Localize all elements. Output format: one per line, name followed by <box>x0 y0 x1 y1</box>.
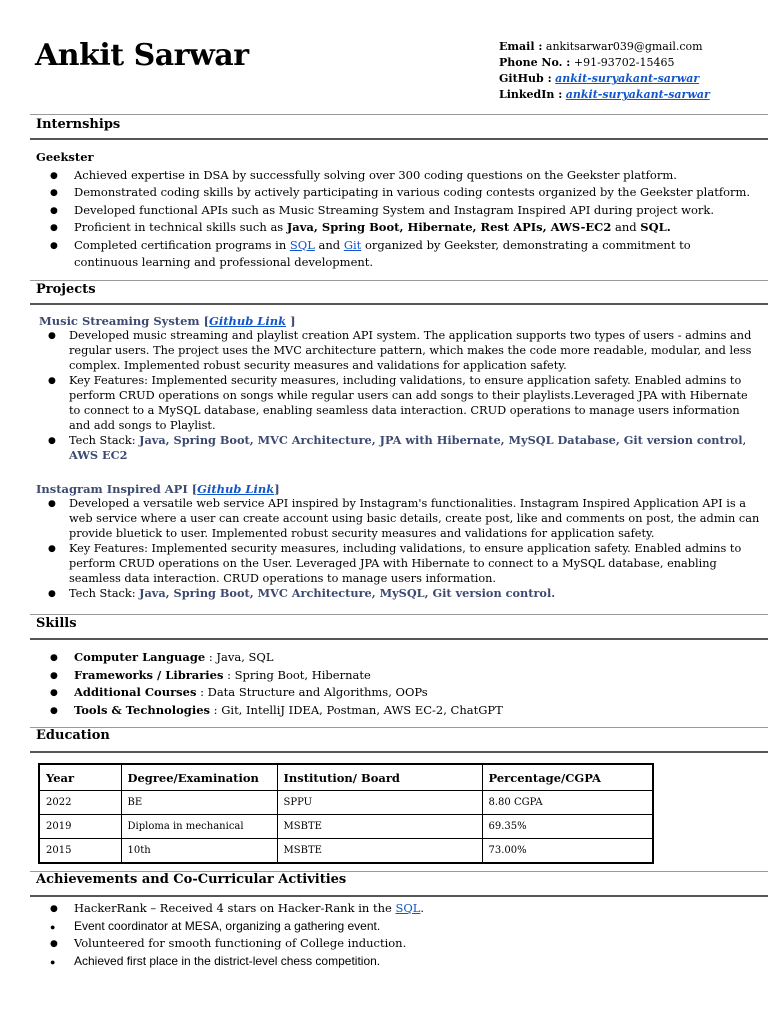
achievements-list <box>36 900 756 970</box>
table-row <box>39 839 653 864</box>
divider <box>30 751 768 753</box>
education-table <box>38 763 654 864</box>
divider <box>30 280 768 281</box>
list-item <box>36 328 760 373</box>
tech-stack: AWS EC2 <box>69 448 128 462</box>
divider <box>30 727 768 728</box>
github-label: GitHub : <box>499 72 552 85</box>
skill-label: Tools & Technologies <box>74 702 211 717</box>
list-item <box>36 649 756 667</box>
bullet-text: Volunteered for smooth functioning of College induction. <box>74 936 407 950</box>
hackerrank-sql-link[interactable]: SQL <box>395 901 421 915</box>
table-cell: 2022 <box>39 791 121 815</box>
table-cell: Diploma in mechanical <box>121 815 277 839</box>
list-item <box>36 373 760 433</box>
bullet-text: and <box>314 237 344 252</box>
section-title-education: Education <box>36 728 110 743</box>
divider <box>30 638 768 640</box>
skill-value: : Spring Boot, Hibernate <box>223 667 371 682</box>
git-cert-link[interactable]: Git <box>343 237 362 252</box>
separator: , <box>742 434 747 447</box>
skill-value: : Git, IntelliJ IDEA, Postman, AWS EC-2, ChatGPT <box>210 702 503 717</box>
skill-value: : Java, SQL <box>205 650 274 664</box>
section-title-internships: Internships <box>36 117 121 132</box>
company-name: Geekster <box>36 150 94 164</box>
bullet-text: Key Features: Implemented security measures, including validations, to ensure application safety. Enabled admins to perform CRUD operations on the User. Leveraged JPA with Hibernate to connect to a MySQL database, enabling seamless data interaction. CRUD operations to manage users information. <box>69 542 742 585</box>
table-cell: 2019 <box>39 815 121 839</box>
bullet-text: and <box>611 220 641 234</box>
table-cell: 73.00% <box>482 839 653 864</box>
github-line <box>499 71 710 87</box>
bullet-text: Achieved first place in the district-level chess competition. <box>74 953 381 968</box>
divider <box>30 114 768 115</box>
bullet-text: . <box>420 901 425 915</box>
bullet-text: Developed functional APIs such as Music Streaming System and Instagram Inspired API during project work. <box>74 202 715 217</box>
bullet-text: Completed certification programs in <box>74 237 290 252</box>
list-item <box>36 900 756 918</box>
internship-bullets <box>36 167 756 272</box>
table-cell: MSBTE <box>277 839 482 864</box>
column-header: Year <box>39 764 121 791</box>
bullet-text: Tech Stack: <box>69 587 140 600</box>
list-item <box>36 953 756 971</box>
contact-block <box>499 39 710 103</box>
skills-list <box>36 649 756 719</box>
bracket: ] <box>274 482 280 496</box>
skill-label: Additional Courses <box>74 685 197 699</box>
email-value[interactable]: ankitsarwar039@gmail.com <box>542 40 703 53</box>
skill-label: Frameworks / Libraries <box>74 667 224 682</box>
linkedin-link[interactable]: ankit-suryakant-sarwar <box>565 88 710 101</box>
linkedin-line <box>499 87 710 103</box>
list-item <box>36 219 756 237</box>
list-item <box>36 541 760 586</box>
column-header: Degree/Examination <box>121 764 277 791</box>
bullet-text: Key Features: Implemented security measures, including validations, to ensure application safety. Enabled admins to perform CRUD operations on songs while regular users can add songs to their playlists.Leveraged JPA with Hibernate to connect to a MySQL database, enabling seamless data interaction. CRUD operations to manage users information and add songs to Playlist. <box>69 374 748 432</box>
list-item <box>36 702 756 720</box>
table-cell: 10th <box>121 839 277 864</box>
table-row <box>39 791 653 815</box>
sql-cert-link[interactable]: SQL <box>289 237 315 252</box>
github-project-link[interactable]: Github Link <box>209 314 287 328</box>
project-title <box>36 482 760 496</box>
divider <box>30 138 768 140</box>
tech-stack: Java, Spring Boot, MVC Architecture, MySQL, Git version control. <box>139 586 556 600</box>
list-item <box>36 684 756 702</box>
list-item <box>36 237 756 272</box>
skills-bold: Java, Spring Boot, Hibernate, Rest APIs, AWS-EC2 <box>286 220 612 234</box>
project-title <box>36 314 760 328</box>
project-bullets <box>36 496 760 601</box>
table-cell: 8.80 CGPA <box>482 791 653 815</box>
list-item <box>36 935 756 953</box>
list-item <box>36 667 756 685</box>
table-cell: 2015 <box>39 839 121 864</box>
bullet-text: HackerRank – Received 4 stars on Hacker-Rank in the <box>74 901 396 915</box>
skill-value: : Data Structure and Algorithms, OOPs <box>196 685 428 699</box>
candidate-name: Ankit Sarwar <box>35 38 249 73</box>
phone-line <box>499 55 710 71</box>
project-bullets <box>36 328 760 463</box>
bullet-text: Developed music streaming and playlist creation API system. The application supports two types of users - admins and regular users. The project uses the MVC architecture pattern, which makes the code more readable, modular, and less complex. Implemented robust security measures and validations for application safety. <box>69 329 752 372</box>
bullet-text: Event coordinator at MESA, organizing a gathering event. <box>74 918 381 933</box>
achievements-section <box>36 900 756 970</box>
project-instagram <box>36 482 760 601</box>
bullet-text: Developed a versatile web service API inspired by Instagram's functionalities. Instagram Inspired Application API is a web service where a user can create account using basic details, create post, like and comments on post, the admin can provide bluetick to user. Implemented robust security measures and validations for application safety. <box>69 497 760 540</box>
list-item <box>36 184 756 202</box>
list-item <box>36 433 760 463</box>
linkedin-label: LinkedIn : <box>499 88 563 101</box>
bracket: ] <box>286 314 296 328</box>
bullet-text: Achieved expertise in DSA by successfully solving over 300 coding questions on the Geekster platform. <box>74 167 677 182</box>
list-item <box>36 496 760 541</box>
section-title-achievements: Achievements and Co-Curricular Activities <box>36 872 347 887</box>
skill-label: Computer Language <box>74 650 206 664</box>
phone-label: Phone No. : <box>499 56 571 69</box>
tech-stack: Java, Spring Boot, MVC Architecture, JPA with Hibernate, MySQL Database, Git version control <box>139 433 743 447</box>
section-title-skills: Skills <box>36 616 77 631</box>
column-header: Institution/ Board <box>277 764 482 791</box>
divider <box>30 303 768 305</box>
email-line <box>499 39 710 55</box>
table-row <box>39 815 653 839</box>
list-item <box>36 586 760 601</box>
list-item <box>36 202 756 220</box>
github-link[interactable]: ankit-suryakant-sarwar <box>555 72 700 85</box>
skills-section <box>36 649 756 719</box>
bullet-text: Demonstrated coding skills by actively participating in various coding contests organized by the Geekster platform. <box>74 185 751 199</box>
project-music <box>36 314 760 463</box>
table-cell: MSBTE <box>277 815 482 839</box>
bullet-text: Proficient in technical skills such as <box>74 220 287 234</box>
skills-bold: SQL. <box>640 220 671 234</box>
email-label: Email : <box>499 40 543 53</box>
phone-value: +91-93702-15465 <box>570 56 675 69</box>
project-name: Music Streaming System [ <box>39 314 210 328</box>
internships-section <box>36 149 756 272</box>
divider <box>30 895 768 897</box>
github-project-link[interactable]: Github Link <box>197 482 275 496</box>
bullet-text: organized by Geekster, demonstrating a commitment to continuous learning and professional development. <box>74 237 691 269</box>
divider <box>30 614 768 615</box>
list-item <box>36 167 756 185</box>
table-header-row <box>39 764 653 791</box>
list-item <box>36 918 756 936</box>
project-name: Instagram Inspired API [ <box>36 482 198 496</box>
table-cell: 69.35% <box>482 815 653 839</box>
table-cell: BE <box>121 791 277 815</box>
section-title-projects: Projects <box>36 282 96 297</box>
column-header: Percentage/CGPA <box>482 764 653 791</box>
bullet-text: Tech Stack: <box>69 434 140 447</box>
table-cell: SPPU <box>277 791 482 815</box>
